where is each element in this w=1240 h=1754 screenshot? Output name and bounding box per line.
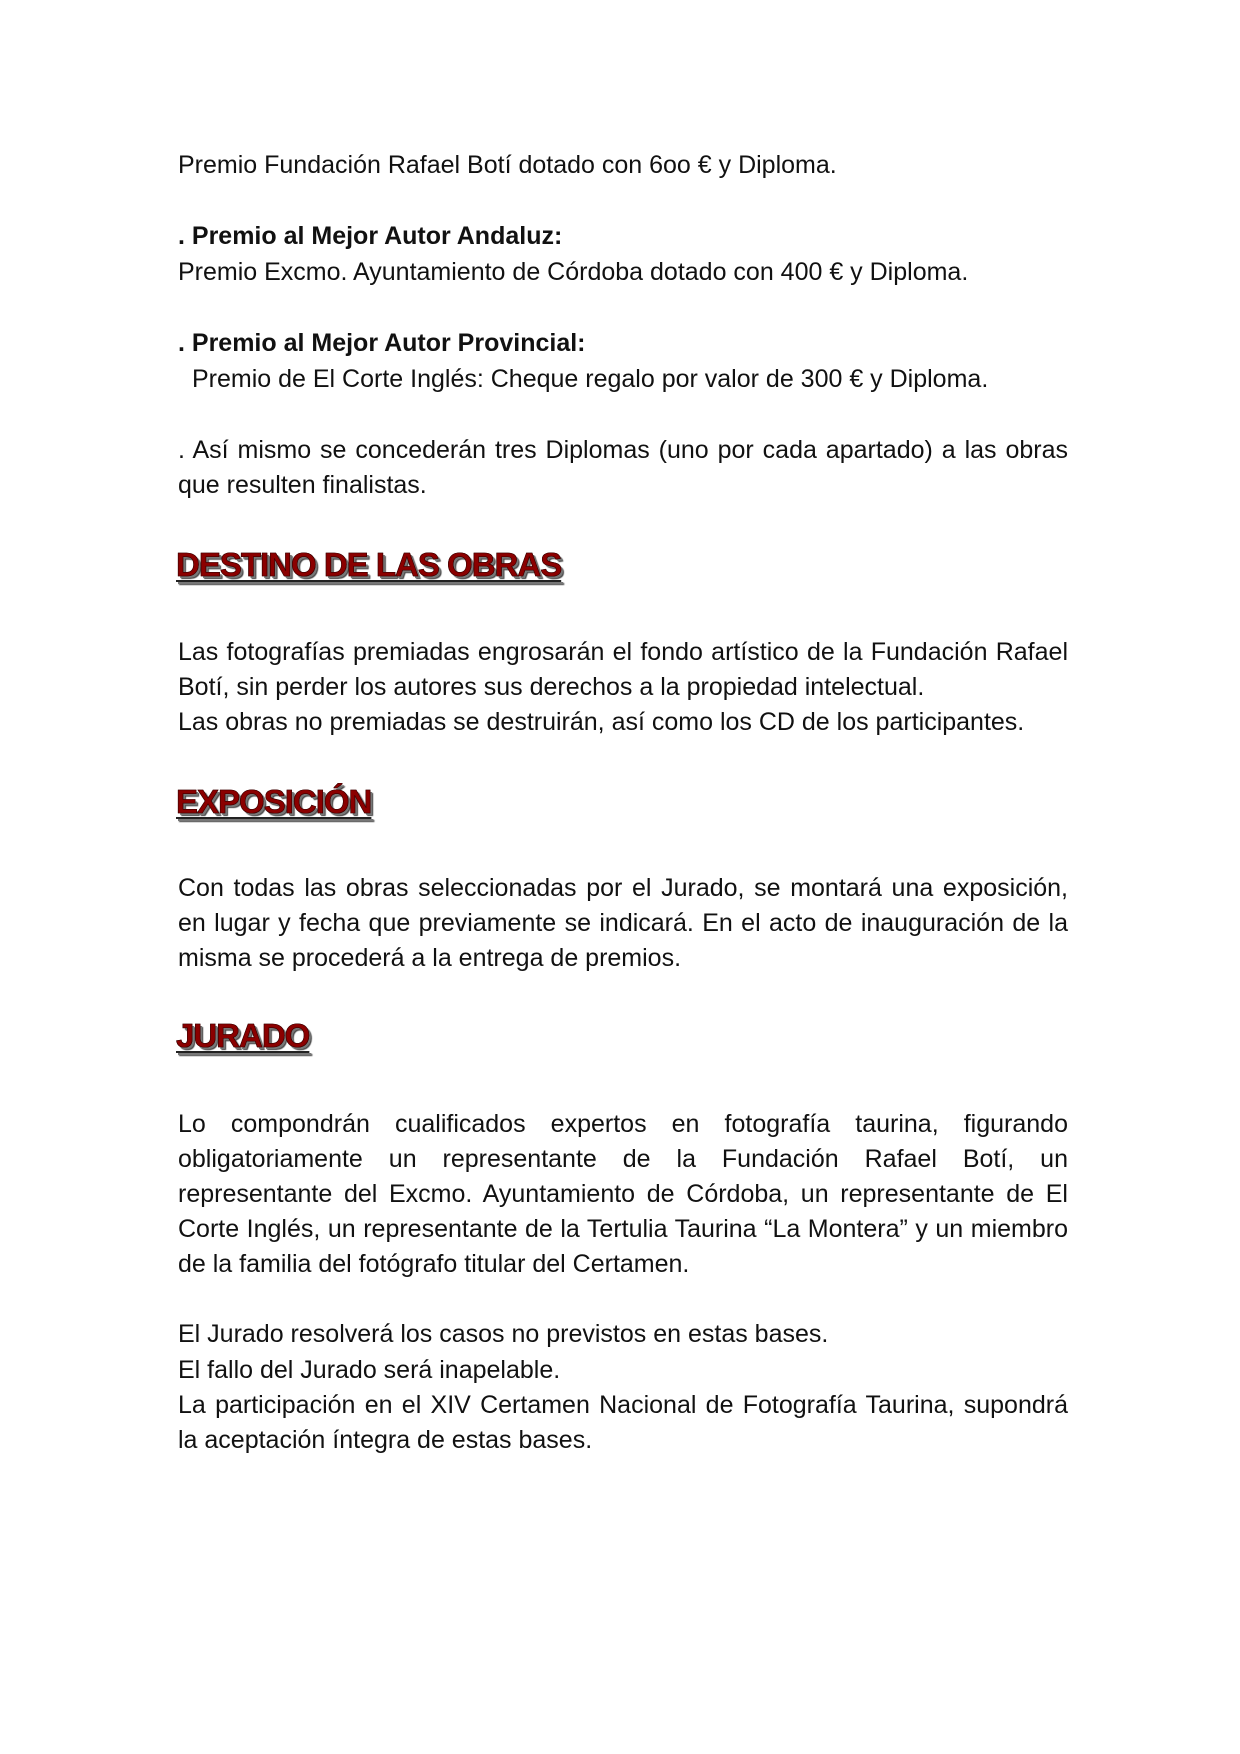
jurado-paragraph: Lo compondrán cualificados expertos en fotografía taurina, figurando obligatoriamente un representante de la Fundación Rafael Botí, un representante del Excmo. Ayuntamiento de Córdoba, un representante de El Corte Inglés, un representante de la Tertulia Taurina “La Montera” y un miembro de la familia del fotógrafo titular del Certamen. xyxy=(178,1110,1068,1278)
jurado-line-2: El fallo del Jurado será inapelable. xyxy=(178,1356,561,1384)
premio-fundacion-line: Premio Fundación Rafael Botí dotado con 6oo € y Diploma. xyxy=(178,151,837,179)
jurado-line-1: El Jurado resolverá los casos no previstos en estas bases. xyxy=(178,1320,829,1348)
jurado-line-3: La participación en el XIV Certamen Nacional de Fotografía Taurina, supondrá la aceptación íntegra de estas bases. xyxy=(178,1391,1068,1454)
jurado-heading: JURADO xyxy=(176,1017,310,1054)
destino-paragraph: Las fotografías premiadas engrosarán el fondo artístico de la Fundación Rafael Botí, sin perder los autores sus derechos a la propiedad intelectual. xyxy=(178,638,1068,701)
premio-provincial-text: Premio de El Corte Inglés: Cheque regalo por valor de 300 € y Diploma. xyxy=(192,365,989,393)
premio-provincial-title: . Premio al Mejor Autor Provincial: xyxy=(178,329,586,357)
premio-andaluz-text: Premio Excmo. Ayuntamiento de Córdoba dotado con 400 € y Diploma. xyxy=(178,258,969,286)
diplomas-paragraph: . Así mismo se concederán tres Diplomas (uno por cada apartado) a las obras que resulten finalistas. xyxy=(178,436,1068,499)
destino-paragraph-2: Las obras no premiadas se destruirán, así como los CD de los participantes. xyxy=(178,708,1025,736)
exposicion-paragraph: Con todas las obras seleccionadas por el Jurado, se montará una exposición, en lugar y fecha que previamente se indicará. En el acto de inauguración de la misma se procederá a la entrega de premios. xyxy=(178,874,1068,972)
premio-andaluz-title: . Premio al Mejor Autor Andaluz: xyxy=(178,222,563,250)
destino-heading: DESTINO DE LAS OBRAS xyxy=(176,546,562,583)
exposicion-heading: EXPOSICIÓN xyxy=(176,783,372,820)
